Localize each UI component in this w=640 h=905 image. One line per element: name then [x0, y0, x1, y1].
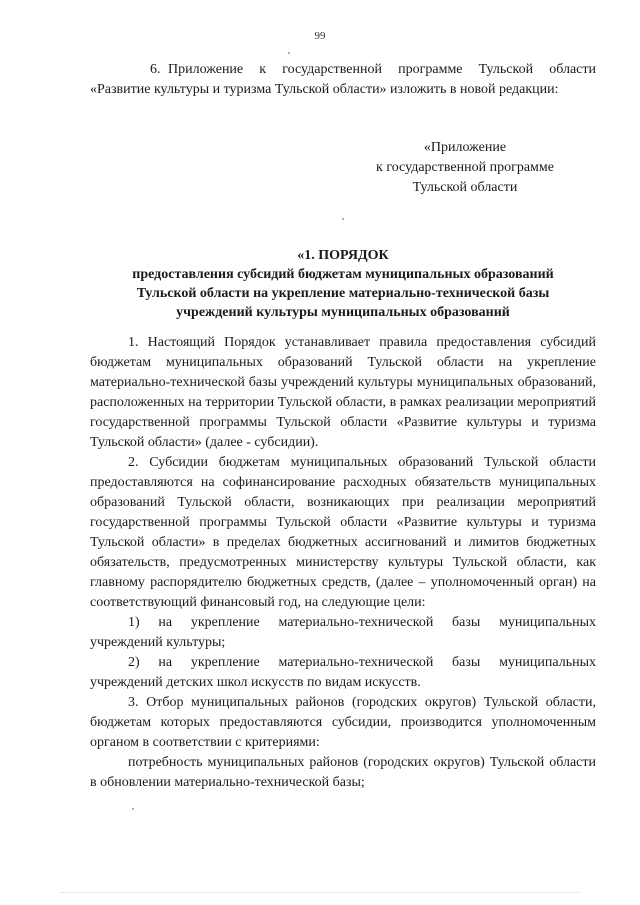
scan-artifact-line: [60, 892, 580, 895]
paragraph-1: 1. Настоящий Порядок устанавливает правила предоставления субсидий бюджетам муниципальных образований Тульской области на укрепление материально-технической базы учреждений культуры муниципальных образований, расположенных на территории Тульской области, в рамках реализации мероприятий государственной программы Тульской области «Развитие культуры и туризма Тульской области» (далее - субсидии).: [90, 335, 596, 450]
attachment-line-3: Тульской области: [412, 180, 518, 195]
scan-speck: [132, 808, 134, 810]
paragraph-6: потребность муниципальных районов (городских округов) Тульской области в обновлении материально-технической базы;: [90, 755, 596, 790]
scan-speck: [342, 218, 344, 220]
scan-speck: [288, 52, 290, 54]
attachment-line-1: «Приложение: [423, 140, 507, 155]
intro-body: Приложение к государственной программе Тульской области «Развитие культуры и туризма Тульской области» изложить в новой редакции:: [90, 62, 596, 97]
heading-title: «1. ПОРЯДОК: [297, 248, 389, 263]
heading-subtitle-line-2: Тульской области на укрепление материально-технической базы: [136, 286, 550, 301]
intro-text: [90, 60, 596, 100]
document-body: [90, 333, 596, 793]
attachment-line-2: к государственной программе: [376, 160, 554, 175]
paragraph-5: 3. Отбор муниципальных районов (городских округов) Тульской области, бюджетам которых предоставляются субсидии, производится уполномоченным органом в соответствии с критериями:: [90, 695, 596, 750]
paragraph-2: 2. Субсидии бюджетам муниципальных образований Тульской области предоставляются на софинансирование расходных обязательств муниципальных образований Тульской области, возникающих при реализации мероприятий государственной программы Тульской области «Развитие культуры и туризма Тульской области» в пределах бюджетных ассигнований и лимитов бюджетных обязательств, предусмотренных министерству культуры Тульской области, как главному распорядителю бюджетных средств, (далее – уполномоченный орган) на соответствующий финансовый год, на следующие цели:: [90, 455, 596, 610]
attachment-block: [345, 138, 585, 198]
paragraph-3: 1) на укрепление материально-технической базы муниципальных учреждений культуры;: [90, 615, 596, 650]
intro-paragraph: [90, 60, 596, 100]
paragraph-4: 2) на укрепление материально-технической базы муниципальных учреждений детских школ искусств по видам искусств.: [90, 655, 596, 690]
heading-subtitle-line-1: предоставления субсидий бюджетам муниципальных образований: [132, 267, 554, 282]
section-heading: [90, 246, 596, 322]
intro-item-number: 6.: [150, 62, 161, 77]
page-number: 99: [314, 30, 326, 42]
heading-subtitle-line-3: учреждений культуры муниципальных образований: [176, 305, 510, 320]
